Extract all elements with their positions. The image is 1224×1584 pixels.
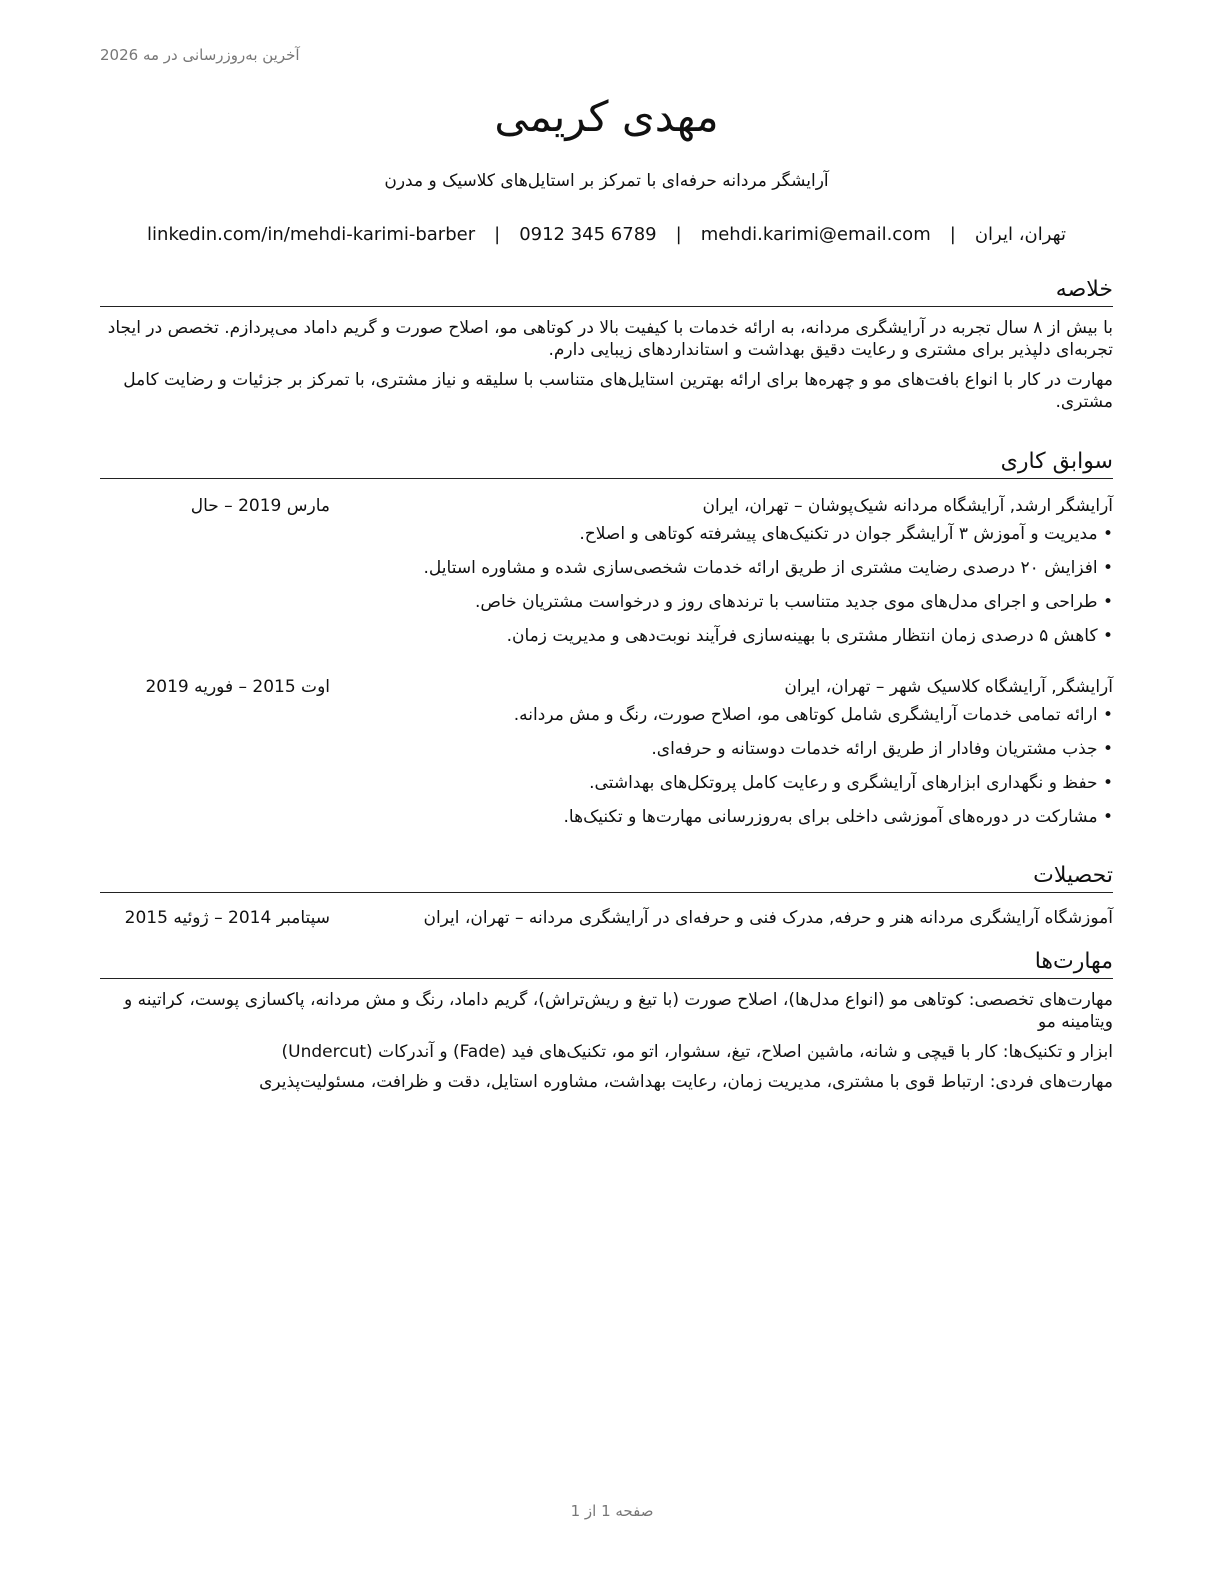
summary-section — [100, 276, 1113, 413]
job-header — [100, 495, 1113, 517]
contact-line — [100, 224, 1113, 245]
job-bullet: • ارائه تمامی خدمات آرایشگری شامل کوتاهی مو، اصلاح صورت، رنگ و مش مردانه. — [100, 704, 1113, 726]
job-bullet: • مشارکت در دوره‌های آموزشی داخلی برای به‌روزرسانی مهارت‌ها و تکنیک‌ها. — [100, 806, 1113, 828]
job-heading: آرایشگر ارشد, آرایشگاه مردانه شیک‌پوشان – تهران، ایران — [702, 496, 1113, 516]
section-title-skills: مهارت‌ها — [100, 948, 1113, 979]
summary-paragraph: مهارت در کار با انواع بافت‌های مو و چهره‌ها برای ارائه بهترین استایل‌های متناسب با سلیقه و نیاز مشتری، با تمرکز بر جزئیات و رضایت کامل مشتری. — [123, 370, 1113, 412]
job-entry — [100, 495, 1113, 647]
experience-section — [100, 448, 1113, 828]
contact-location: تهران، ایران — [974, 224, 1066, 245]
contact-separator: | — [675, 224, 682, 245]
job-heading: آرایشگر, آرایشگاه کلاسیک شهر – تهران، ایران — [784, 677, 1113, 697]
job-bullet: • مدیریت و آموزش ۳ آرایشگر جوان در تکنیک‌های پیشرفته کوتاهی و اصلاح. — [100, 523, 1113, 545]
section-title-experience: سوابق کاری — [100, 448, 1113, 479]
education-heading: آموزشگاه آرایشگری مردانه هنر و حرفه, مدرک فنی و حرفه‌ای در آرایشگری مردانه – تهران، ایران — [423, 908, 1113, 928]
professional-subtitle: آرایشگر مردانه حرفه‌ای با تمرکز بر استایل‌های کلاسیک و مدرن — [384, 171, 829, 191]
education-header — [100, 907, 1113, 929]
education-dates: سپتامبر 2014 – ژوئیه 2015 — [124, 908, 330, 928]
person-name: مهدی کریمی — [494, 92, 719, 141]
summary-paragraph: با بیش از ۸ سال تجربه در آرایشگری مردانه، به ارائه خدمات با کیفیت بالا در کوتاهی مو، اصلاح صورت و گریم داماد می‌پردازم. تخصص در ایجاد تجربه‌ای دلپذیر برای مشتری و رعایت دقیق بهداشت و استانداردهای زیبایی دارم. — [107, 318, 1113, 360]
contact-linkedin[interactable]: linkedin.com/in/mehdi-karimi-barber — [147, 224, 476, 245]
skills-line: ابزار و تکنیک‌ها: کار با قیچی و شانه، ماشین اصلاح، تیغ، سشوار، اتو مو، تکنیک‌های فید (Fade) و آندرکات (Undercut) — [281, 1042, 1113, 1062]
job-dates: مارس 2019 – حال — [190, 496, 330, 516]
last-updated-note: آخرین به‌روزرسانی در مه 2026 — [100, 46, 300, 64]
skills-line: مهارت‌های تخصصی: کوتاهی مو (انواع مدل‌ها)، اصلاح صورت (با تیغ و ریش‌تراش)، گریم داماد، رنگ و مش مردانه، پاکسازی پوست، کراتینه و ویتامینه مو — [124, 990, 1113, 1032]
resume-page — [100, 0, 1113, 1584]
section-title-education: تحصیلات — [100, 862, 1113, 893]
skills-line: مهارت‌های فردی: ارتباط قوی با مشتری، مدیریت زمان، رعایت بهداشت، مشاوره استایل، دقت و ظرافت، مسئولیت‌پذیری — [259, 1072, 1113, 1092]
skills-section — [100, 948, 1113, 1093]
job-bullet: • طراحی و اجرای مدل‌های موی جدید متناسب با ترندهای روز و درخواست مشتریان خاص. — [100, 591, 1113, 613]
education-entry — [100, 907, 1113, 929]
education-section — [100, 862, 1113, 929]
contact-separator: | — [949, 224, 956, 245]
job-header — [100, 676, 1113, 698]
page-number: صفحه 1 از 1 — [570, 1502, 654, 1520]
job-bullet: • افزایش ۲۰ درصدی رضایت مشتری از طریق ارائه خدمات شخصی‌سازی شده و مشاوره استایل. — [100, 557, 1113, 579]
job-bullets — [100, 704, 1113, 828]
job-bullet: • جذب مشتریان وفادار از طریق ارائه خدمات دوستانه و حرفه‌ای. — [100, 738, 1113, 760]
job-bullets — [100, 523, 1113, 647]
job-bullet: • حفظ و نگهداری ابزارهای آرایشگری و رعایت کامل پروتکل‌های بهداشتی. — [100, 772, 1113, 794]
job-dates: اوت 2015 – فوریه 2019 — [145, 677, 330, 697]
contact-phone[interactable]: 0912 345 6789 — [519, 224, 657, 245]
section-title-summary: خلاصه — [100, 276, 1113, 307]
job-entry — [100, 676, 1113, 828]
contact-email[interactable]: mehdi.karimi@email.com — [700, 224, 931, 245]
contact-separator: | — [494, 224, 501, 245]
job-bullet: • کاهش ۵ درصدی زمان انتظار مشتری با بهینه‌سازی فرآیند نوبت‌دهی و مدیریت زمان. — [100, 625, 1113, 647]
